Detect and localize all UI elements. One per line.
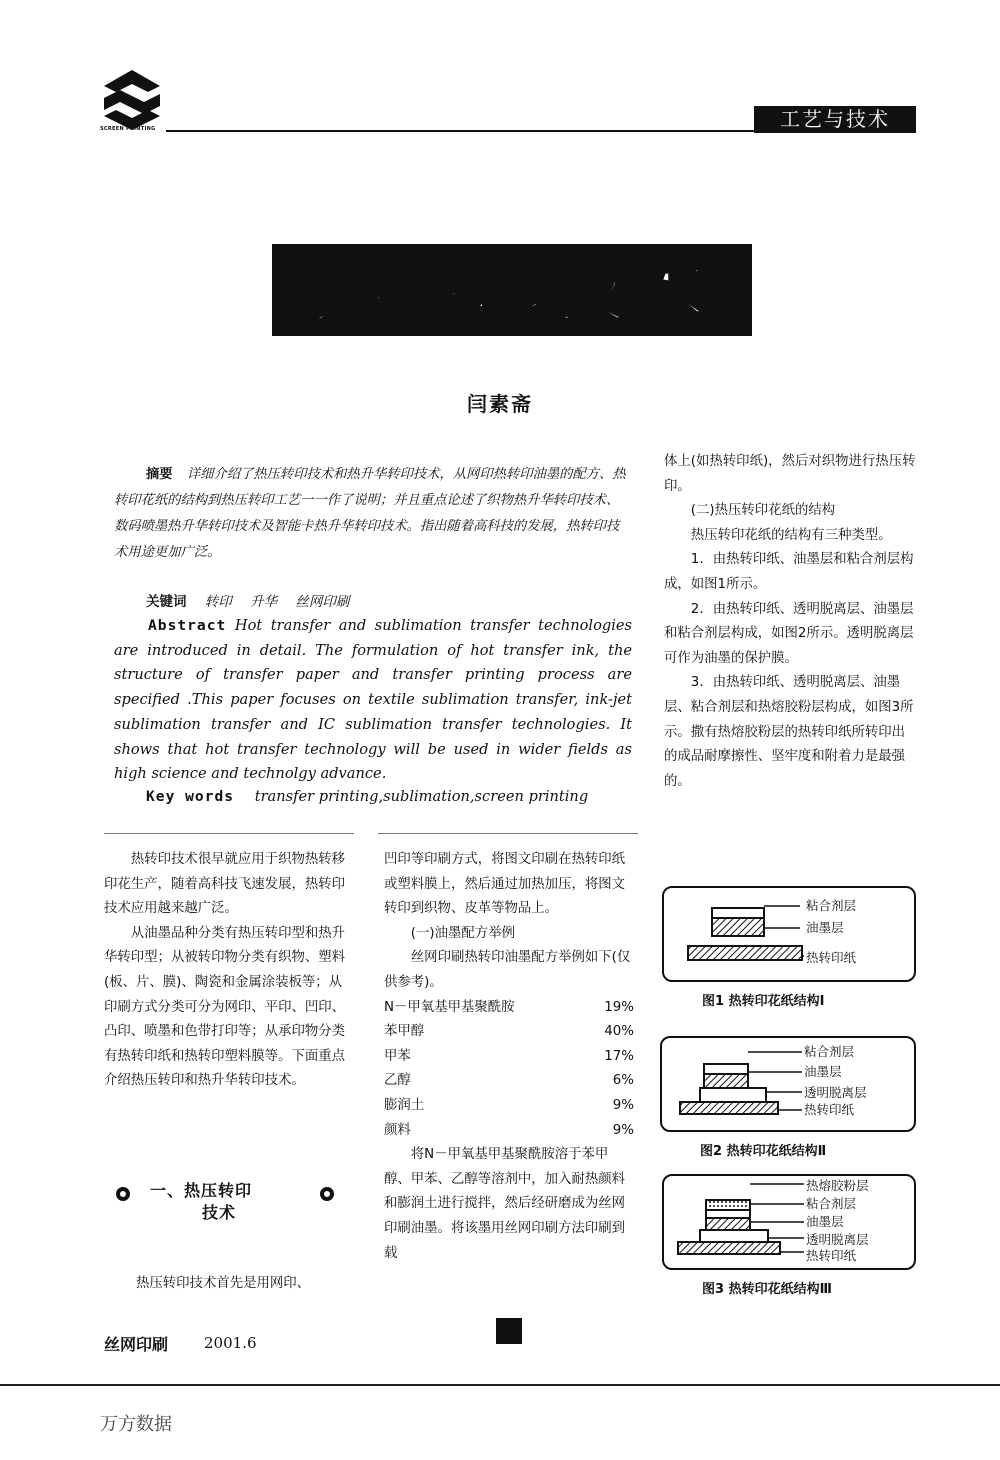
- paragraph: 凹印等印刷方式，将图文印刷在热转印纸或塑料膜上，然后通过加热加压，将图文转印到织物、皮革等物品上。: [384, 852, 626, 917]
- subheading: (一)油墨配方举例: [410, 925, 515, 941]
- paragraph: 3．由热转印纸、透明脱离层、油墨层、粘合剂层和热熔胶粉层构成，如图3所示。撒有热熔胶粉层的热转印纸所转印出的成品耐摩擦性、坚牢度和附着力是最强的。: [664, 675, 914, 789]
- formula-row: [384, 1069, 634, 1094]
- bullet-ring-icon: [320, 1187, 334, 1201]
- layer-label: 热转印纸: [806, 950, 857, 965]
- figure-3-caption: 图3 热转印花纸结构Ⅲ: [702, 1282, 832, 1297]
- column-3: [664, 450, 916, 794]
- layer-label: 油墨层: [806, 1214, 844, 1229]
- paragraph: 1．由热转印纸、油墨层和粘合剂层构成，如图1所示。: [664, 552, 914, 592]
- ingredient: 甲苯: [384, 1048, 411, 1064]
- figure-1-caption: 图1 热转印花纸结构Ⅰ: [702, 994, 825, 1009]
- layer-diagram-2: [662, 1038, 914, 1130]
- footer-brand: 丝网印刷: [104, 1335, 169, 1354]
- keywords-en-label: Key words: [146, 788, 235, 805]
- author: 闫素斋: [467, 392, 533, 416]
- section-heading: [116, 1178, 342, 1228]
- ingredient: 苯甲醇: [384, 1024, 425, 1040]
- abstract-en-label: Abstract: [148, 617, 227, 634]
- figure-2-caption: 图2 热转印花纸结构Ⅱ: [700, 1144, 827, 1159]
- layer-label: 热转印纸: [806, 1248, 857, 1263]
- layer-label: 油墨层: [806, 920, 844, 935]
- percent: 9%: [612, 1122, 634, 1138]
- abstract-en-text: Hot transfer and sublimation transfer technologies are introduced in detail. The formulation of hot transfer ink, the structure of transfer paper and transfer printing process are specified .This paper focuses on textile sublimation transfer, ink-jet sublimation transfer and IC sublimation transfer technologies. It shows that hot transfer technology will be used in wider fields as high science and technolgy advance.: [114, 617, 633, 783]
- article-title: 热转印技术: [312, 247, 712, 333]
- section-tag: 工艺与技术: [754, 106, 916, 133]
- subheading: (二)热压转印花纸的结构: [690, 503, 836, 519]
- keywords-en: [146, 788, 632, 805]
- paragraph: 热转印技术很早就应用于织物热转移印花生产，随着高科技飞速发展，热转印技术应用越来越广泛。: [104, 852, 346, 917]
- layer-diagram-1: [664, 888, 914, 980]
- keywords-cn-label: 关键词: [146, 594, 187, 610]
- keywords-en-words: transfer printing,sublimation,screen printing: [254, 788, 589, 805]
- paragraph: 将N－甲氧基甲基聚酰胺溶于苯甲醇、甲苯、乙醇等溶剂中，加入耐热颜料和膨润土进行搅拌，然后经研磨成为丝网印刷油墨。将该墨用丝网印刷方法印刷到载: [384, 1147, 626, 1261]
- bullet-ring-icon: [116, 1187, 130, 1201]
- formula-row: [384, 1119, 634, 1144]
- layer-label: 粘合剂层: [804, 1044, 855, 1059]
- keywords-cn-words: 转印 升华 丝网印刷: [204, 594, 350, 610]
- figure-1: [662, 886, 916, 982]
- column-2: [384, 848, 634, 1266]
- layer-diagram-3: [664, 1176, 914, 1268]
- screen-printing-logo-icon: [100, 66, 164, 134]
- logo-text: SCREEN PRINTING: [100, 126, 156, 132]
- percent: 40%: [604, 1024, 634, 1040]
- abstract-cn: [114, 462, 632, 566]
- ingredient: N－甲氧基甲基聚酰胺: [384, 999, 515, 1015]
- percent: 6%: [612, 1073, 634, 1089]
- column-rule-mid: [378, 833, 638, 834]
- keywords-cn: [146, 590, 349, 610]
- paragraph: 丝网印刷热转印油墨配方举例如下(仅供参考)。: [384, 950, 631, 990]
- section-title-line2: 技术: [202, 1203, 237, 1222]
- paragraph: 体上(如热转印纸)，然后对织物进行热压转印。: [664, 454, 916, 494]
- abstract-cn-text: 详细介绍了热压转印技术和热升华转印技术，从网印热转印油墨的配方、热转印花纸的结构到热压转印工艺一一作了说明；并且重点论述了织物热升华转印技术、数码喷墨热升华转印技术及智能卡热升华转印技术。指出随着高科技的发展，热转印技术用途更加广泛。: [114, 467, 626, 560]
- abstract-en: [114, 614, 632, 787]
- formula-table: [384, 996, 634, 1144]
- percent: 17%: [604, 1048, 634, 1064]
- percent: 9%: [612, 1097, 634, 1113]
- watermark: 万方数据: [100, 1414, 172, 1435]
- ingredient: 乙醇: [384, 1073, 411, 1089]
- formula-row: [384, 996, 634, 1021]
- percent: 19%: [604, 999, 634, 1015]
- column-1: [104, 848, 354, 1094]
- formula-row: [384, 1094, 634, 1119]
- footer-date: 2001.6: [204, 1334, 257, 1352]
- figure-2: [660, 1036, 916, 1132]
- paragraph: 热压转印花纸的结构有三种类型。: [690, 527, 892, 543]
- formula-row: [384, 1020, 634, 1045]
- page-marker: [496, 1318, 522, 1344]
- ingredient: 颜料: [384, 1122, 411, 1138]
- layer-label: 粘合剂层: [806, 898, 857, 913]
- figure-3: [662, 1174, 916, 1270]
- layer-label: 热转印纸: [804, 1102, 855, 1117]
- section-title-line1: 一、热压转印: [150, 1181, 253, 1200]
- layer-label: 油墨层: [804, 1064, 842, 1079]
- footer-rule: [0, 1384, 1000, 1386]
- paragraph: 2．由热转印纸、透明脱离层、油墨层和粘合剂层构成，如图2所示。透明脱离层可作为油墨的保护膜。: [664, 601, 914, 666]
- ingredient: 膨润土: [384, 1097, 425, 1113]
- layer-label: 热熔胶粉层: [806, 1178, 869, 1193]
- layer-label: 透明脱离层: [804, 1085, 867, 1100]
- layer-label: 粘合剂层: [806, 1196, 857, 1211]
- paragraph: 从油墨品种分类有热压转印型和热升华转印型；从被转印物分类有织物、塑料(板、片、膜)、陶瓷和金属涂装板等；从印刷方式分类可分为网印、平印、凹印、凸印、喷墨和色带打印等；从承印物分类有热转印纸和热转印塑料膜等。下面重点介绍热压转印和热升华转印技术。: [104, 925, 346, 1089]
- column-rule-left: [104, 833, 354, 834]
- formula-row: [384, 1045, 634, 1070]
- paragraph: 热压转印技术首先是用网印、: [136, 1276, 311, 1291]
- abstract-cn-label: 摘要: [146, 467, 173, 482]
- layer-label: 透明脱离层: [806, 1232, 869, 1247]
